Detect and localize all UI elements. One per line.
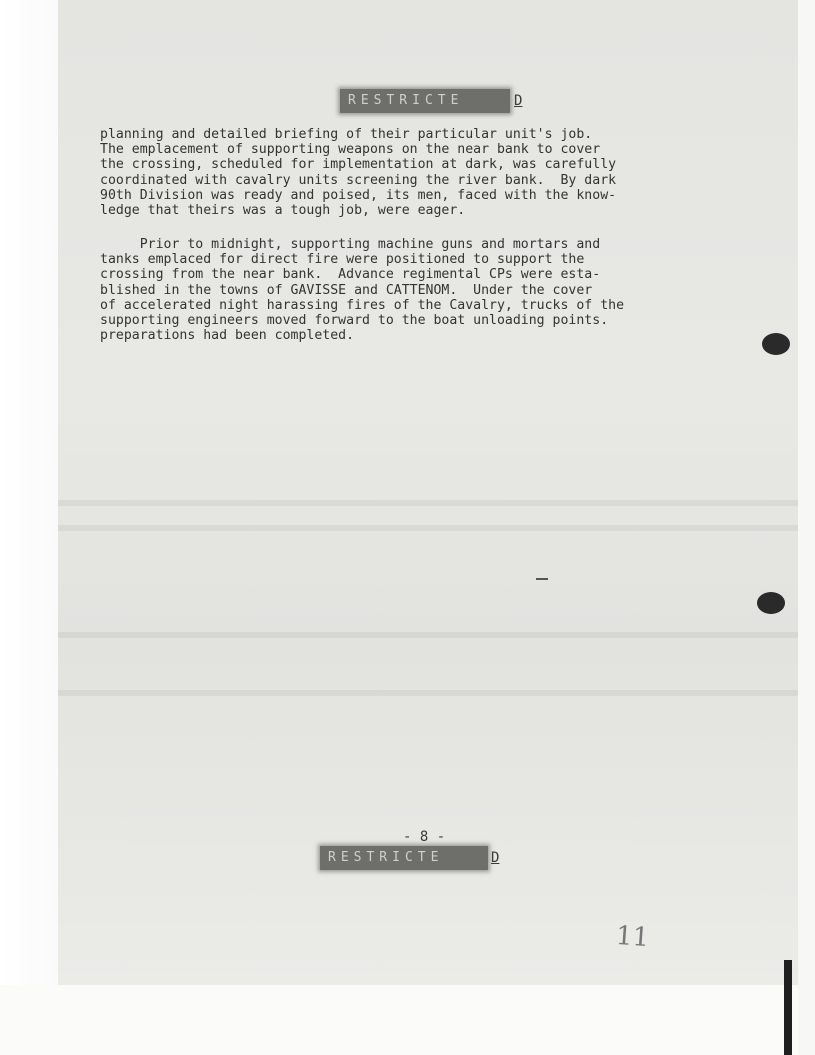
stamp-tail-footer: D <box>491 850 500 866</box>
page-number: - 8 - <box>403 829 446 845</box>
scan-artifact-band <box>58 632 798 638</box>
handwritten-margin-note: 11 <box>614 920 651 954</box>
stamp-tail-header: D <box>514 93 523 109</box>
scan-right-margin <box>798 0 815 1055</box>
punch-hole <box>757 592 785 614</box>
scan-artifact-band <box>58 500 798 506</box>
stamp-text: RESTRICTE <box>348 93 464 108</box>
restricted-stamp-footer <box>320 846 488 870</box>
scan-bottom-margin <box>0 985 815 1055</box>
scan-edge-shadow <box>784 960 792 1055</box>
restricted-stamp-header <box>340 89 510 113</box>
scan-left-margin <box>0 0 58 1055</box>
scan-speck <box>536 578 548 580</box>
body-paragraph-2: Prior to midnight, supporting machine guns and mortars and tanks emplaced for direct fire were positioned to support the crossing from the near bank. Advance regimental CPs were esta- blished in the towns of GAVISSE and CATTENOM. Under the cover of accelerated night harassing fires of the Cavalry, trucks of the supporting engineers moved forward to the boat unloading points. preparations had been completed. <box>100 237 625 344</box>
punch-hole <box>762 333 790 355</box>
scan-artifact-band <box>58 690 798 696</box>
stamp-text: RESTRICTE <box>328 850 444 865</box>
body-paragraph-1: planning and detailed briefing of their particular unit's job. The emplacement of supporting weapons on the near bank to cover the crossing, scheduled for implementation at dark, was carefully coordinated with cavalry units screening the river bank. By dark 90th Division was ready and poised, its men, faced with the know- ledge that theirs was a tough job, were eager. <box>100 127 617 219</box>
scan-artifact-band <box>58 525 798 531</box>
